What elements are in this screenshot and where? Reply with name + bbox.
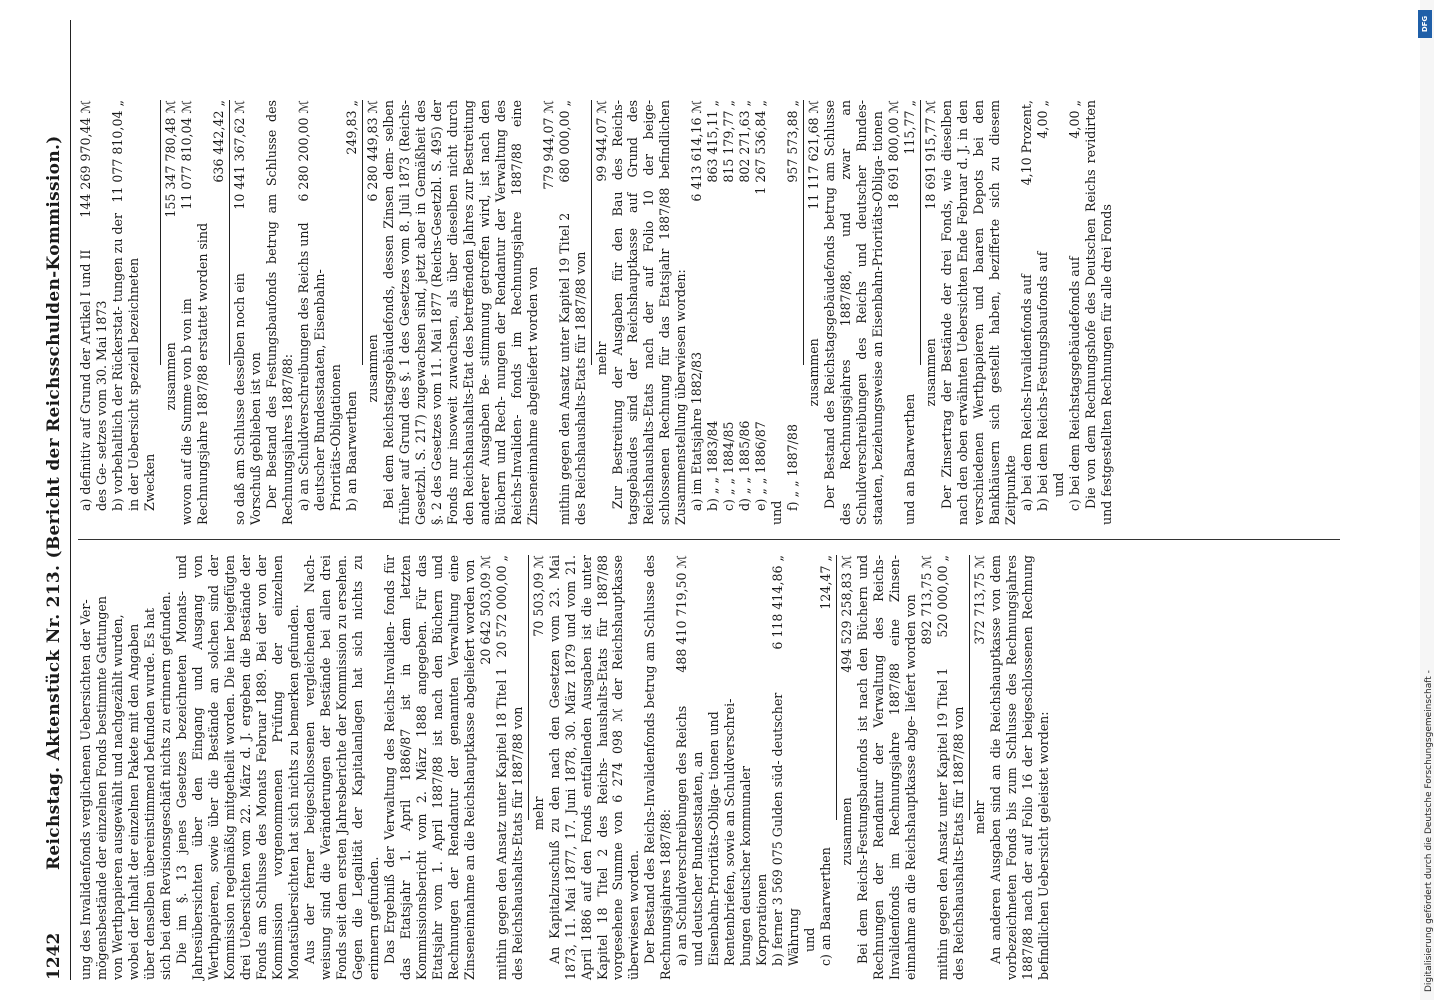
amount-label: f) „ „ 1887/88	[785, 424, 801, 511]
amount-value: 6 118 414,86 „	[770, 555, 786, 650]
dfg-logo	[1418, 10, 1432, 38]
amount-label: mehr	[530, 796, 546, 831]
amount-value: 488 410 719,50 ℳ	[674, 555, 690, 673]
amount-label: b) an Baarwerthen	[343, 391, 359, 511]
text-line: wobei der Inhalt der einzelnen Pakete mit den Angaben	[125, 623, 141, 980]
amount-value: 124,47 „	[818, 555, 834, 610]
amount-row	[972, 555, 988, 980]
amount-row	[689, 100, 705, 525]
amount-row	[1067, 100, 1083, 525]
amount-value: 520 000,00 „	[935, 555, 951, 638]
amount-row	[1035, 100, 1051, 525]
amount-value: 1 267 536,84 „	[753, 100, 769, 195]
text-line: ung des Invalidenfonds verglichenen Uebersichten der Ver-	[78, 599, 93, 980]
amount-row	[531, 555, 547, 980]
amount-label: c) „ „ 1884/85	[721, 421, 737, 511]
amount-label: d) „ „ 1885/86	[737, 420, 753, 511]
amount-label: mehr	[972, 800, 988, 835]
amount-row	[839, 555, 855, 980]
amount-row	[594, 100, 610, 525]
amount-value: 11 077 810,04 ℳ	[178, 100, 194, 210]
amount-value: 6 280 200,00 ℳ	[295, 100, 311, 202]
amount-label: mithin gegen den Ansatz unter Kapitel 19 Titel 1 des Reichshaushalts-Etats für 1887/88 von	[935, 667, 967, 980]
amount-row	[296, 100, 344, 525]
sum-rule	[362, 100, 363, 365]
amount-value: 115,77 „	[902, 100, 918, 155]
dfg-logo-text: DFG	[1421, 15, 1429, 33]
amount-label: a) an Schuldverschreibungen des Reichs und deutscher Bundesstaaten, an Eisenbahn-Prioritäts-Obliga- tionen und Rentenbriefen, sowie an Schuldverschrei- bungen deutscher kommunaler Korporationen	[674, 698, 770, 966]
amount-label: a) bei dem Reichs-Invalidenfonds auf	[1019, 274, 1035, 511]
text-line: von Werthpapieren ausgewählt und nachgezählt wurden,	[109, 614, 125, 980]
amount-row	[886, 100, 902, 525]
amount-value: 10 441 367,62 ℳ	[231, 100, 247, 210]
amount-label: a) definitiv auf Grund der Artikel I und II des Ge- setzes vom 30. Mai 1873	[78, 249, 109, 511]
right-column	[78, 100, 1350, 525]
paragraph: Bei dem Reichs-Festungsbaufonds ist nach den Büchern und Rechnungen der Rendantur der Verwaltung des Reichs- Invalidenfonds im Rechnungsjahre 1887/88 eine Zinsen- einnahme an die Reichshauptkasse abge- liefert worden von	[855, 555, 919, 980]
amount-value: 18 691 915,77 ℳ	[923, 100, 939, 210]
conjunction: und	[802, 927, 818, 952]
amount-value: 4,10 Prozent,	[1019, 100, 1035, 186]
amount-row	[232, 100, 264, 525]
conjunction: und	[1051, 472, 1067, 497]
amount-value: 20 572 000,00 „	[493, 555, 509, 658]
amount-value: 815 179,77 „	[721, 100, 737, 183]
text-line: mögensbestände der einzelnen Fonds bestimmte Gattungen	[93, 596, 109, 980]
sum-rule	[528, 555, 529, 820]
amount-row	[110, 100, 158, 525]
amount-label: zusammen	[162, 342, 178, 411]
left-column	[78, 555, 1350, 980]
rotated-document-sheet	[40, 20, 1380, 980]
amount-row	[494, 555, 526, 980]
amount-row	[935, 555, 967, 980]
amount-value: 802 271,63 „	[737, 100, 753, 183]
amount-row	[674, 555, 770, 980]
amount-label: wovon auf die Summe von b von im Rechnungsjahre 1887/88 erstattet worden sind	[178, 222, 210, 525]
amount-row	[478, 555, 494, 980]
amount-row	[737, 100, 753, 525]
amount-value: 20 642 503,09 ℳ	[477, 555, 493, 665]
amount-value: 11 117 621,68 ℳ	[806, 100, 822, 210]
page-number: 1242	[44, 932, 64, 980]
amount-row	[78, 100, 110, 525]
paragraph: Zur Bestreitung der Ausgaben für den Bau des Reichs- tagsgebäudes sind der Reichshauptkasse auf Grund des Reichshaushalts-Etats nach der auf Folio 10 der beige- schlossenen Rechnung für das Etatsjahr 1887/88 befindlichen Zusammenstellung überwiesen worden:	[609, 100, 689, 525]
amount-value: 11 077 810,04 „	[109, 100, 125, 203]
text-line: über denselben übereinstimmend befunden wurde. Es hat	[141, 608, 157, 980]
amount-row	[557, 100, 589, 525]
sum-rule	[591, 100, 592, 365]
amount-label: b) ferner 3 569 075 Gulden süd- deutscher Währung	[770, 692, 802, 966]
paragraph: Die im §. 13 jenes Gesetzes bezeichneten Monats- und Jahresübersichten über den Eingang und Ausgang von Werthpapieren, sowie über die Bestände an solchen sind der Kommission regelmäßig mitgetheilt worden. Die hier beigefügten drei Uebersichten vom 22. März d. J. ergeben die Bestände der Fonds am Schlusse des Monats Februar 1889. Bei der von der Kommission vorgenommenen Prüfung der einzelnen Monatsübersichten hat sich nichts zu bemerken gefunden.	[173, 555, 301, 980]
amount-value: 155 347 780,48 ℳ	[162, 100, 178, 218]
sum-rule	[803, 100, 804, 365]
amount-value: 4,00 „	[1035, 100, 1051, 139]
amount-value: 779 944,07 ℳ	[540, 100, 556, 190]
amount-value: 892 713,75 ℳ	[919, 555, 935, 645]
amount-label: b) „ „ 1883/84	[705, 420, 721, 511]
sum-rule	[969, 555, 970, 820]
amount-value: 6 280 449,83 ℳ	[364, 100, 380, 202]
amount-label: b) bei dem Reichs-Festungsbaufonds auf	[1035, 251, 1051, 511]
amount-row	[1019, 100, 1035, 525]
amount-value: 144 269 970,44 ℳ	[78, 100, 93, 218]
amount-label: c) bei dem Reichstagsgebäudefonds auf	[1067, 256, 1083, 511]
amount-value: 249,83 „	[343, 100, 359, 155]
amount-label: mehr	[593, 341, 609, 376]
amount-value: 680 000,00 „	[556, 100, 572, 183]
amount-value: 18 691 800,00 ℳ	[886, 100, 902, 210]
amount-label: zusammen	[923, 338, 939, 407]
amount-label: b) vorbehaltlich der Rückerstat- tungen zu der in der Uebersicht speziell bezeichneten Zwecken	[109, 213, 157, 511]
amount-row	[365, 100, 381, 525]
funding-credit: Digitalisierung gefördert durch die Deutsche Forschungsgemeinschaft -	[1424, 670, 1434, 992]
amount-label: mithin gegen den Ansatz unter Kapitel 18 Titel 1 des Reichshaushalts-Etats für 1887/88 von	[493, 667, 525, 980]
amount-row	[344, 100, 360, 525]
amount-label: zusammen	[806, 338, 822, 407]
paragraph: An Kapitalzuschuß zu den nach den Gesetzen vom 23. Mai 1873, 11. Mai 1877, 17. Juni 1878, 30. März 1879 und vom 21. April 1886 auf den Fonds entfallenden Ausgaben ist die unter Kapitel 18 Titel 2 des Reichs- haushalts-Etats für 1887/88 vorgesehene Summe von 6 274 098 ℳ der Reichshauptkasse überwiesen worden.	[546, 555, 642, 980]
amount-label: a) im Etatsjahre 1882/83	[689, 351, 705, 511]
page-header	[40, 20, 71, 980]
amount-value: 494 529 258,83 ℳ	[839, 555, 855, 673]
amount-row	[785, 100, 801, 525]
amount-row	[541, 100, 557, 525]
column-divider	[78, 539, 1340, 540]
paragraph: Bei dem Reichstagsgebäudefonds, dessen Zinsen dem- selben früher auf Grund des §. 1 des Gesetzes vom 8. Juli 1873 (Reichs-Gesetzbl. S. 217) zugewachsen sind, jetzt aber in Gemäßheit des §. 2 des Gesetzes vom 11. Mai 1877 (Reichs-Gesetzbl. S. 495) der Fonds nur insoweit zuwachsen, als über dieselben nicht durch den Reichshaushalts-Etat des betreffenden Jahres zur Bestreitung anderer Ausgaben Be- stimmung getroffen wird, ist nach den Büchern und Rech- nungen der Rendantur der Verwaltung des Reichs-Invaliden- fonds im Rechnungsjahre 1887/88 eine Zinseneinnahme abgeliefert worden von	[380, 100, 540, 525]
amount-row	[721, 100, 737, 525]
sum-rule	[920, 100, 921, 365]
amount-row	[818, 555, 834, 980]
amount-label: und an Baarwerthen	[902, 393, 918, 525]
amount-row	[179, 100, 211, 525]
paragraph: Die von dem Rechnungshofe des Deutschen Reichs revidirten und festgestellten Rechnungen für alle drei Fonds	[1083, 100, 1115, 525]
text-line: sich bei dem Revisionsgeschäft nichts zu erinnern gefunden.	[157, 591, 173, 980]
amount-row	[705, 100, 721, 525]
paragraph: Der Bestand des Reichstagsgebäudefonds betrug am Schlusse des Rechnungsjahres 1887/88, und zwar an Schuldverschreibungen des Reichs und deutscher Bundes- staaten, beziehungsweise an Eisenbahn-Prioritäts-Obliga- tionen	[822, 100, 886, 525]
amount-label: c) an Baarwerthen	[818, 847, 834, 966]
sum-rule	[836, 555, 837, 820]
amount-value: 70 503,09 ℳ	[530, 555, 546, 637]
paragraph: Der Zinsertrag der Bestände der drei Fonds, wie dieselben nach den oben erwähnten Uebersichten Ende Februar d. J. in den verschiedenen Werthpapieren und baaren Depots bei den Bankhäusern sich gestellt haben, bezifferte sich zu diesem Zeitpunkte	[939, 100, 1019, 525]
amount-value: 6 413 614,16 ℳ	[689, 100, 705, 202]
amount-value: 957 573,88 „	[785, 100, 801, 183]
amount-row	[806, 100, 822, 525]
paragraph: An anderen Ausgaben sind an die Reichshauptkasse von dem vorbezeichneten Fonds bis zum Schlusse des Rechnungsjahres 1887/88 nach der auf Folio 16 der beigeschlossenen Rechnung befindlichen Uebersicht geleistet worden:	[988, 555, 1052, 980]
amount-value: 863 415,11 „	[705, 100, 721, 183]
amount-row	[923, 100, 939, 525]
amount-value: 4,00 „	[1067, 100, 1083, 139]
amount-value: 372 713,75 ℳ	[972, 555, 988, 645]
paragraph: Das Ergebniß der Verwaltung des Reichs-Invaliden- fonds für das Etatsjahr 1. April 1886/87 ist in dem letzten Kommissionsbericht vom 2. März 1888 angegeben. Für das Etatsjahr vom 1. April 1887/88 ist nach den Büchern und Rechnungen der Rendantur der genannten Verwaltung eine Zinseneinnahme an die Reichshauptkasse abgeliefert worden von	[381, 555, 477, 980]
sum-rule	[160, 100, 161, 365]
amount-row	[211, 100, 227, 525]
amount-label: zusammen	[839, 797, 855, 866]
amount-row	[753, 100, 769, 525]
amount-label: e) „ „ 1886/87	[753, 421, 769, 511]
paragraph: Der Bestand des Reichs-Invalidenfonds betrug am Schlusse des Rechnungsjahres 1887/88:	[642, 555, 674, 980]
amount-label: so daß am Schlusse desselben noch ein Vorschuß geblieben ist von	[231, 273, 263, 525]
amount-row	[163, 100, 179, 525]
amount-value: 636 442,42 „	[210, 100, 226, 183]
amount-row	[770, 555, 802, 980]
amount-label: mithin gegen den Ansatz unter Kapitel 19 Titel 2 des Reichshaushalts-Etats für 1887/88 von	[556, 212, 588, 525]
amount-label: zusammen	[364, 334, 380, 403]
amount-label: a) an Schuldverschreibungen des Reichs und deutscher Bundesstaaten, Eisenbahn- Prioritäts-Obligationen	[295, 222, 343, 511]
conjunction: und	[769, 500, 785, 525]
paragraph: Aus der ferner beigeschlossenen vergleichenden Nach- weisung sind die Veränderungen der Bestände bei allen drei Fonds seit dem ersten Jahresberichte der Kommission zu ersehen. Gegen die Legalität der Kapitalanlagen hat sich nichts zu erinnern gefunden.	[301, 555, 381, 980]
page-title: Reichstag. Aktenstück Nr. 213. (Bericht der Reichsschulden-Kommission.)	[44, 135, 64, 870]
amount-row	[902, 100, 918, 525]
paragraph: Der Bestand des Festungsbaufonds betrug am Schlusse des Rechnungsjahres 1887/88:	[263, 100, 295, 525]
amount-row	[919, 555, 935, 980]
amount-value: 99 944,07 ℳ	[593, 100, 609, 182]
sum-rule	[229, 100, 230, 365]
